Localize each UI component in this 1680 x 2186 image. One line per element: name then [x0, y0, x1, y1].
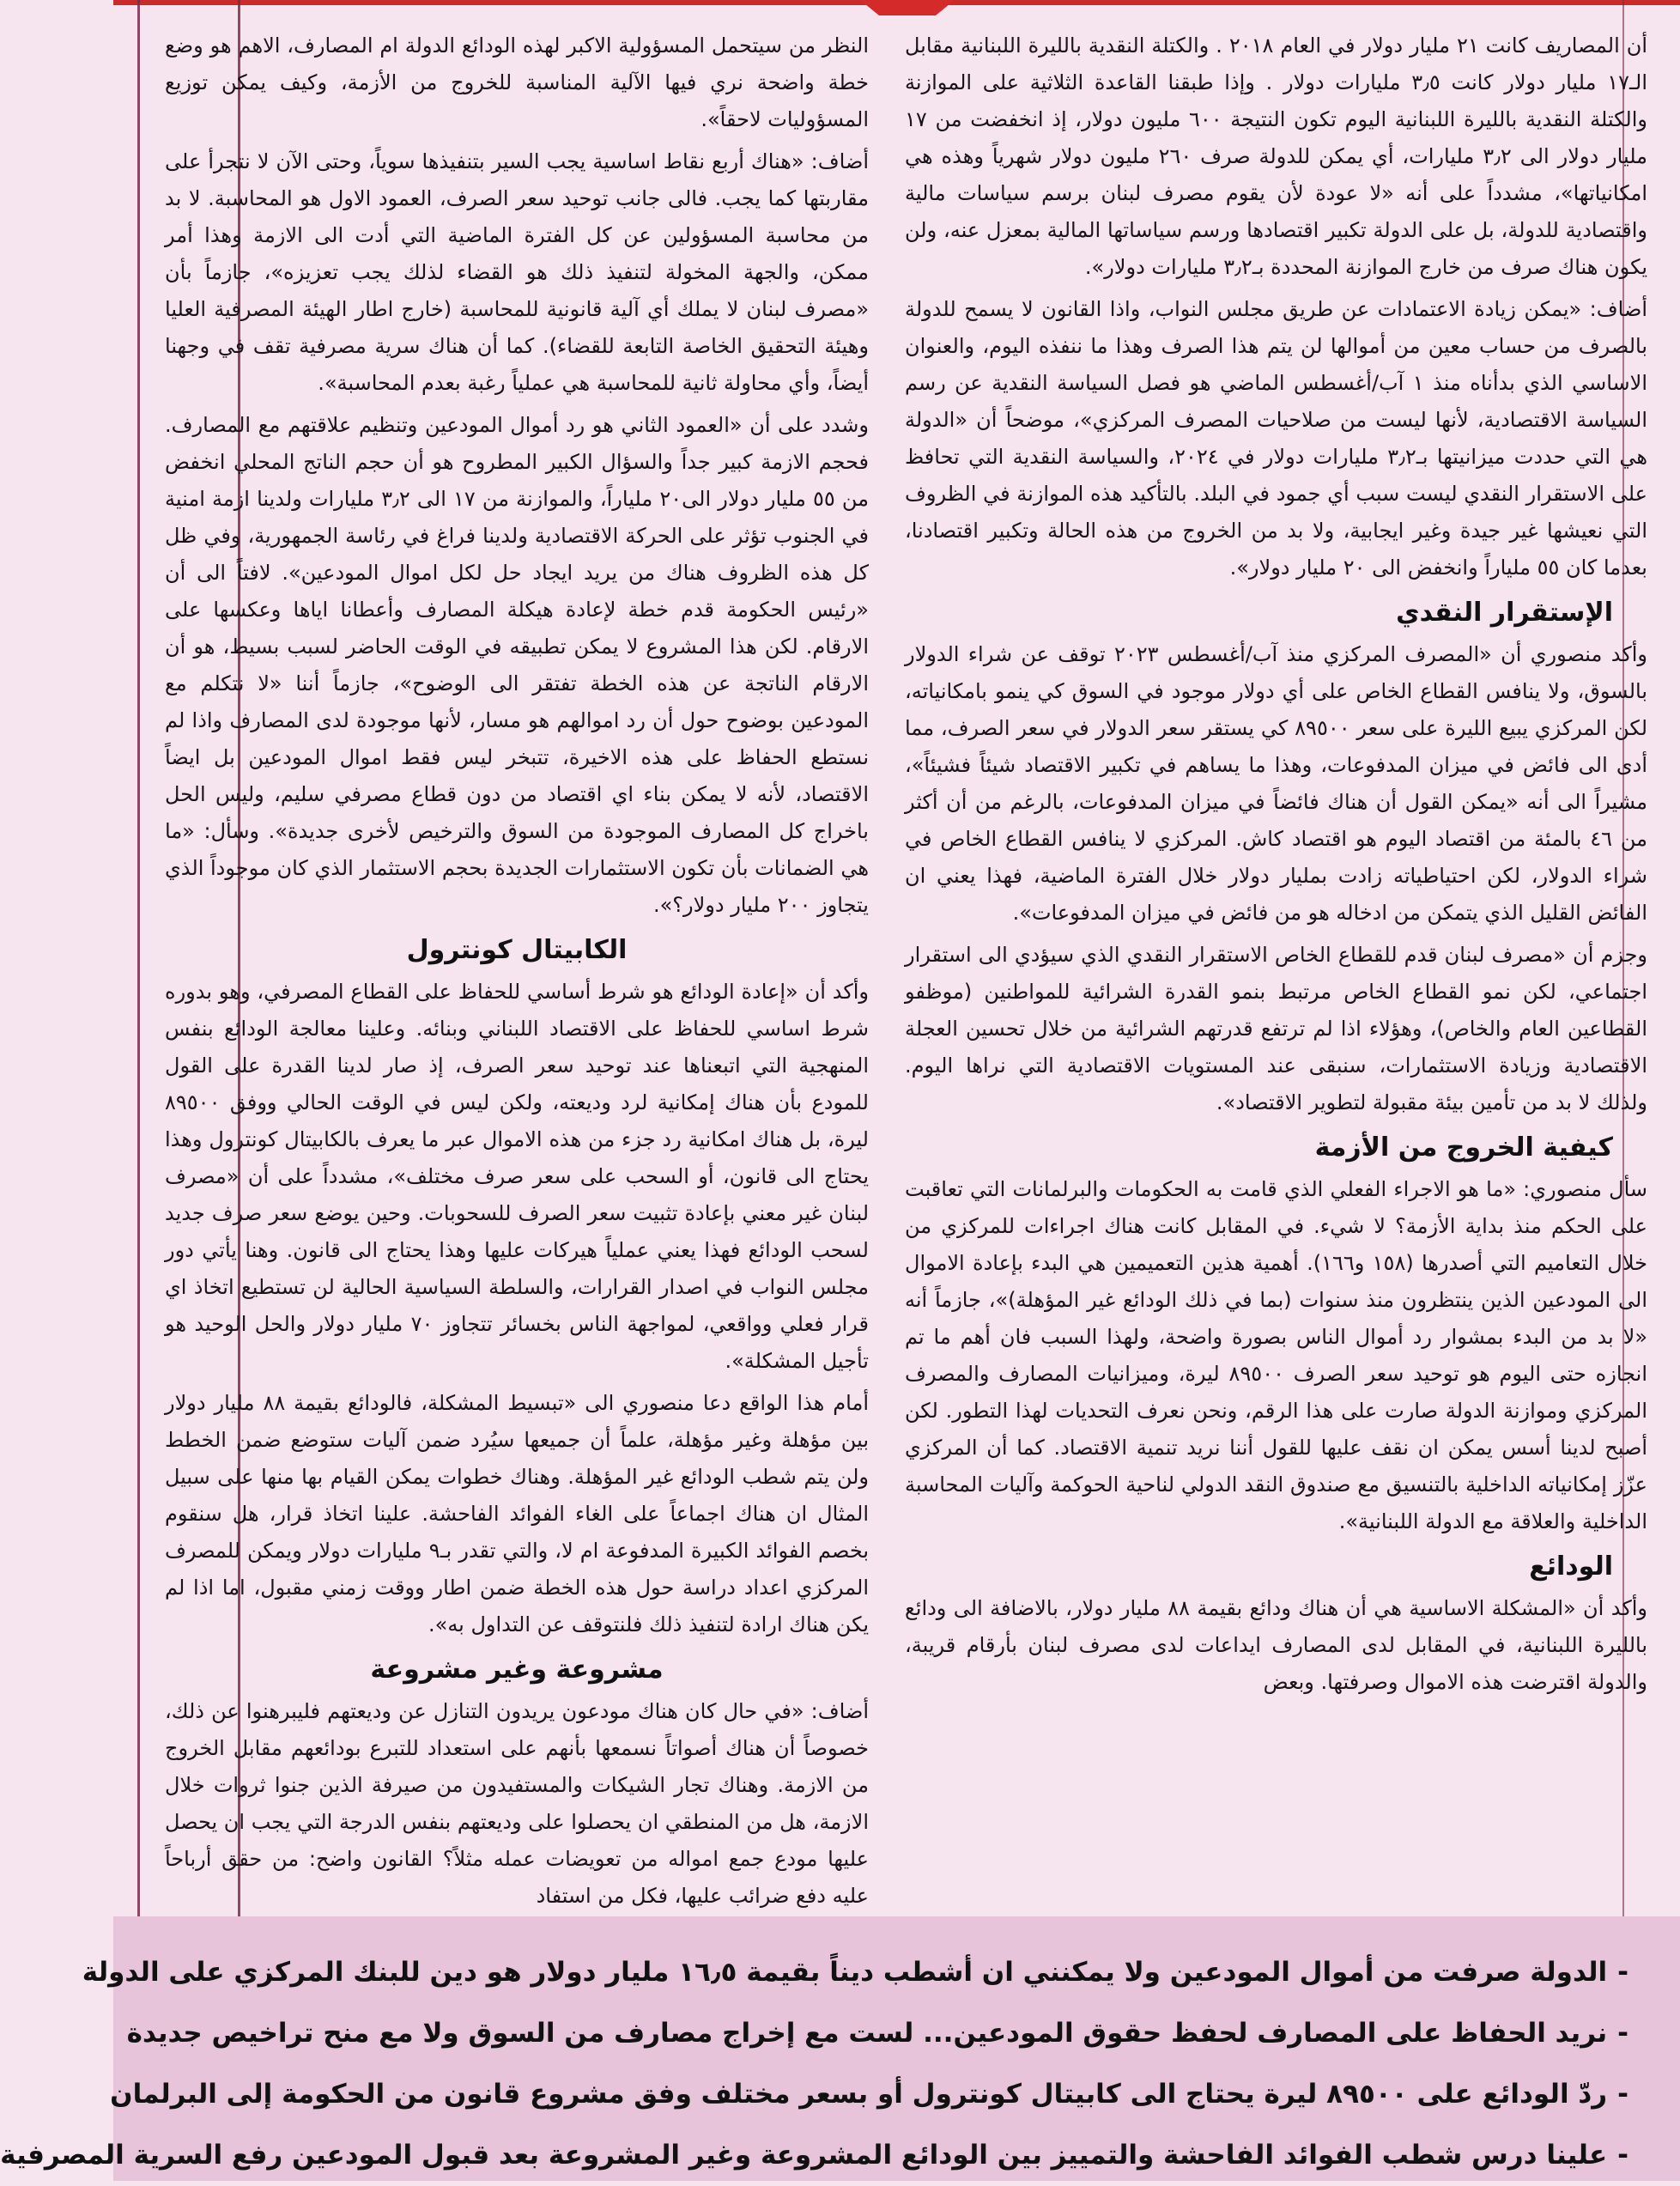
highlight-text: ردّ الودائع على ٨٩٥٠٠ ليرة يحتاج الى كابيتال كونترول أو بسعر مختلف وفق مشروع قانون من الحكومة إلى البرلمان	[110, 2079, 1608, 2110]
highlight-item	[126, 2003, 1628, 2064]
subheading-monetary-stability: الإستقرار النقدي	[1396, 598, 1613, 628]
paragraph: وشدد على أن «العمود الثاني هو رد أموال المودعين وتنظيم علاقتهم مع المصارف. فحجم الازمة كبير جداً والسؤال الكبير المطروح هو أن حجم الناتج المحلي انخفض من ٥٥ مليار دولار الى٢٠ ملياراً، والموازنة من ١٧ الى ٣٫٢ مليارات ولدينا ازمة امنية في الجنوب تؤثر على الحركة الاقتصادية ولدينا فراغ في رئاسة الجمهورية، وفي ظل كل هذه الظروف هناك من يريد ايجاد حل لكل اموال المودعين». لافتاً الى أن «رئيس الحكومة قدم خطة لإعادة هيكلة المصارف وأعطانا اياها وعكسها على الارقام. لكن هذا المشروع لا يمكن تطبيقه في الوقت الحاضر لسبب بسيط، هو أن الارقام الناتجة عن هذه الخطة تفتقر الى الوضوح»، جازماً أننا «لا نتكلم مع المودعين بوضوح حول أن رد اموالهم هو مسار، لأنها موجودة لدى المصارف واذا لم نستطع الحفاظ على هذه الاخيرة، تتبخر ليس فقط اموال المودعين بل ايضاً الاقتصاد، لأنه لا يمكن بناء اي اقتصاد من دون قطاع مصرفي سليم، وليس الحل باخراج كل المصارف الموجودة من السوق والترخيص لأخرى جديدة». وسأل: «ما هي الضمانات بأن تكون الاستثمارات الجديدة بحجم الاستثمار الذي كان موجوداً الذي يتجاوز ٢٠٠ مليار دولار؟».	[165, 413, 869, 917]
paragraph: وأكد منصوري أن «المصرف المركزي منذ آب/أغسطس ٢٠٢٣ توقف عن شراء الدولار بالسوق، ولا ينافس القطاع الخاص على أي دولار موجود في السوق كي ينمو بامكانياته، لكن المركزي يبيع الليرة على سعر ٨٩٥٠٠ كي يستقر سعر الدولار في سعر الصرف، مما أدى الى فائض في ميزان المدفوعات، وهذا ما يساهم في تكبير الاقتصاد شيئاً فشيئاً»، مشيراً الى أنه «يمكن القول أن هناك فائضاً في ميزان المدفوعات، بالرغم من أن أكثر من ٤٦ بالمئة من اقتصاد اليوم هو اقتصاد كاش. المركزي لا ينافس القطاع الخاص في شراء الدولار، لكن احتياطياته زادت بمليار دولار خلال الفترة الماضية، فهذا يعني ان الفائض القليل الذي يتمكن من ادخاله هو من فائض في ميزان المدفوعات».	[905, 642, 1648, 925]
highlights-list	[0, 1916, 1680, 2186]
margin-rule-outer	[137, 0, 140, 2181]
paragraph: سأل منصوري: «ما هو الاجراء الفعلي الذي قامت به الحكومات والبرلمانات التي تعاقبت على الحكم منذ بداية الأزمة؟ لا شيء. في المقابل كانت هناك اجراءات للمركزي من خلال التعاميم التي أصدرها (١٥٨ و١٦٦). أهمية هذين التعميمين هي البدء بإعادة الاموال الى المودعين الذين ينتظرون منذ سنوات (بما في ذلك الودائع غير المؤهلة)»، جازماً أنه «لا بد من البدء بمشوار رد أموال الناس بصورة واضحة، ولهذا السبب فان أهم ما تم انجازه حتى اليوم هو توحيد سعر الصرف ٨٩٥٠٠ ليرة، وميزانيات المصارف والمصرف المركزي وموازنة الدولة صارت على هذا الرقم، ونحن نعرف التحديات لهذا التطور. لكن أصبح لدينا أسس يمكن ان نقف عليها للقول أننا نريد تنمية الاقتصاد. كما أن المركزي عزّز إمكانياته الداخلية بالتنسيق مع صندوق النقد الدولي لناحية الحوكمة وآليات المحاسبة الداخلية والعلاقة مع الدولة اللبنانية».	[905, 1177, 1648, 1533]
paragraph: النظر من سيتحمل المسؤولية الاكبر لهذه الودائع الدولة ام المصارف، الاهم هو وضع خطة واضحة نري فيها الآلية المناسبة للخروج من الأزمة، وكيف يمكن توزيع المسؤوليات لاحقاً».	[165, 33, 869, 131]
subheading-crisis-exit: كيفية الخروج من الأزمة	[1314, 1132, 1613, 1163]
paragraph: أضاف: «في حال كان هناك مودعون يريدون التنازل عن وديعتهم فليبرهنوا عن ذلك، خصوصاً أن هناك أصواتاً نسمعها بأنهم على استعداد للتبرع بودائعهم مقابل الخروج من الازمة. وهناك تجار الشيكات والمستفيدون من صيرفة الذين جنوا ثروات خلال الازمة، هل من المنطقي ان يحصلوا على وديعتهم بنفس الدرجة التي يجب ان يحصل عليها مودع جمع امواله من تعويضات عمله مثلاً؟ القانون واضح: من حقق أرباحاً عليه دفع ضرائب عليها، فكل من استفاد	[165, 1699, 869, 1908]
dash-bullet: -	[1617, 1957, 1628, 1988]
paragraph: أضاف: «يمكن زيادة الاعتمادات عن طريق مجلس النواب، واذا القانون لا يسمح للدولة بالصرف من حساب معين من أموالها لن يتم هذا الصرف وهذا ما ننفذه اليوم، والعنوان الاساسي الذي بدأناه منذ ١ آب/أغسطس الماضي هو فصل السياسة النقدية عن رسم السياسة الاقتصادية، لأنها ليست من صلاحيات المصرف المركزي»، موضحاً أن «الدولة هي التي حددت ميزانيتها بـ٣٫٢ مليارات دولار في ٢٠٢٤، والسياسة النقدية التي تحافظ على الاستقرار النقدي ليست سبب أي جمود في البلد. بالتأكيد هذه الموازنة في الظروف التي نعيشها غير جيدة وغير ايجابية، ولا بد من الخروج من هذه الحالة وتكبير اقتصادنا، بعدما كان ٥٥ ملياراً وانخفض الى ٢٠ مليار دولار».	[905, 297, 1647, 580]
paragraph: أمام هذا الواقع دعا منصوري الى «تبسيط المشكلة، فالودائع بقيمة ٨٨ مليار دولار بين مؤهلة وغير مؤهلة، علماً أن جميعها سيُرد ضمن آليات ستوضع ضمن الخطط ولن يتم شطب الودائع غير المؤهلة. وهناك خطوات يمكن القيام بها منها على سبيل المثال ان هناك اجماعاً على الغاء الفوائد الفاحشة. علينا اتخاذ قرار، هل سنقوم بخصم الفوائد الكبيرة المدفوعة ام لا، والتي تقدر بـ٩ مليارات دولار ويمكن للمصرف المركزي اعداد دراسة حول هذه الخطة ضمن اطار ووقت زمني مقبول، اما اذا لم يكن هناك ارادة لتنفيذ ذلك فلنتوقف عن التداول به».	[165, 1391, 870, 1636]
dash-bullet: -	[1617, 2140, 1628, 2171]
top-accent-tab	[860, 0, 955, 15]
paragraph: وأكد أن «إعادة الودائع هو شرط أساسي للحفاظ على القطاع المصرفي، وهو بدوره شرط اساسي للحفاظ على الاقتصاد اللبناني وبنائه. وعلينا معالجة الودائع بنفس المنهجية التي اتبعناها عند توحيد سعر الصرف، إذ صار لدينا القدرة على القول للمودع بأن هناك إمكانية لرد وديعته، ولكن ليس في الوقت الحالي ووفق ٨٩٥٠٠ ليرة، بل هناك امكانية رد جزء من هذه الاموال عبر ما يعرف بالكابيتال كونترول وهذا يحتاج الى قانون، أو السحب على سعر صرف مختلف»، مشدداً على أن «مصرف لبنان غير معني بإعادة تثبيت سعر الصرف للسحوبات. وحين يوضع سعر صرف جديد لسحب الودائع فهذا يعني عملياً هيركات عليها وهذا يحتاج الى قانون. وهنا يأتي دور مجلس النواب في اصدار القرارات، والسلطة السياسية الحالية لن تستطيع اتخاذ اي قرار فعلي وواقعي، لمواجهة الناس بخسائر تتجاوز ٧٠ مليار دولار والحل الوحيد هو تأجيل المشكلة».	[165, 980, 869, 1373]
highlight-text: علينا درس شطب الفوائد الفاحشة والتمييز بين الودائع المشروعة وغير المشروعة بعد قبول المودعين رفع السرية المصرفية	[0, 2140, 1608, 2171]
highlight-item	[110, 2064, 1628, 2125]
highlight-text: نريد الحفاظ على المصارف لحفظ حقوق المودعين... لست مع إخراج مصارف من السوق ولا مع منح تراخيص جديدة	[126, 2018, 1608, 2049]
paragraph: وأكد أن «المشكلة الاساسية هي أن هناك ودائع بقيمة ٨٨ مليار دولار، بالاضافة الى ودائع بالليرة اللبنانية، في المقابل لدى المصارف ايداعات لدى مصرف لبنان بأرقام قريبة، والدولة اقترضت هذه الاموال وصرفتها. وبعض	[905, 1596, 1648, 1694]
subheading-legitimate-deposits: مشروعة وغير مشروعة	[370, 1655, 664, 1685]
highlight-item	[0, 2125, 1628, 2186]
highlight-item	[82, 1942, 1628, 2003]
article-column-right	[905, 27, 1647, 1706]
article-column-left	[165, 27, 869, 1920]
subheading-capital-control: الكابيتال كونترول	[406, 935, 628, 965]
paragraph: أضاف: «هناك أربع نقاط اساسية يجب السير بتنفيذها سوياً، وحتى الآن لا نتجرأ على مقاربتها كما يجب. فالى جانب توحيد سعر الصرف، العمود الاول هو المحاسبة. لا بد من محاسبة المسؤولين عن كل الفترة الماضية التي أدت الى الازمة وهذا أمر ممكن، والجهة المخولة لتنفيذ ذلك هو القضاء لذلك يجب تعزيزه»، جازماً بأن «مصرف لبنان لا يملك أي آلية قانونية للمحاسبة (خارج اطار الهيئة المصرفية العليا وهيئة التحقيق الخاصة التابعة للقضاء). كما أن هناك سرية مصرفية تقف في وجهنا أيضاً، وأي محاولة ثانية للمحاسبة هي عملياً رغبة بعدم المحاسبة».	[165, 149, 869, 395]
highlight-text: الدولة صرفت من أموال المودعين ولا يمكنني ان أشطب ديناً بقيمة ١٦٫٥ مليار دولار هو دين للبنك المركزي على الدولة	[82, 1957, 1608, 1988]
dash-bullet: -	[1617, 2018, 1628, 2049]
highlights-box	[0, 1916, 1680, 2181]
dash-bullet: -	[1617, 2079, 1628, 2110]
paragraph: أن المصاريف كانت ٢١ مليار دولار في العام ٢٠١٨ . والكتلة النقدية بالليرة اللبنانية مقابل الـ١٧ مليار دولار كانت ٣٫٥ مليارات دولار . وإذا طبقنا القاعدة الثلاثية على الموازنة والكتلة النقدية بالليرة اللبنانية اليوم تكون النتيجة ٦٠٠ مليون دولار، إذ انخفضت من ١٧ مليار دولار الى ٣٫٢ مليارات، أي يمكن للدولة صرف ٢٦٠ مليون دولار شهرياً وهذه هي امكانياتها»، مشدداً على أنه «لا عودة لأن يقوم مصرف لبنان برسم سياسات مالية واقتصادية للدولة، بل على الدولة تكبير اقتصادها ورسم سياساتها المالية بمعزل عنه، ولن يكون هناك صرف من خارج الموازنة المحددة بـ٣٫٢ مليارات دولار».	[905, 33, 1648, 279]
subheading-deposits: الودائع	[1529, 1551, 1613, 1582]
paragraph: وجزم أن «مصرف لبنان قدم للقطاع الخاص الاستقرار النقدي الذي سيؤدي الى استقرار اجتماعي، لكن نمو القطاع الخاص مرتبط بنمو القدرة الشرائية للمواطنين (موظفو القطاعين العام والخاص)، وهؤلاء اذا لم ترتفع قدرتهم الشرائية من خلال تحسين العجلة الاقتصادية وزيادة الاستثمارات، سنبقى عند المستويات الاقتصادية التي نراها اليوم. ولذلك لا بد من تأمين بيئة مقبولة لتطوير الاقتصاد».	[905, 943, 1647, 1114]
